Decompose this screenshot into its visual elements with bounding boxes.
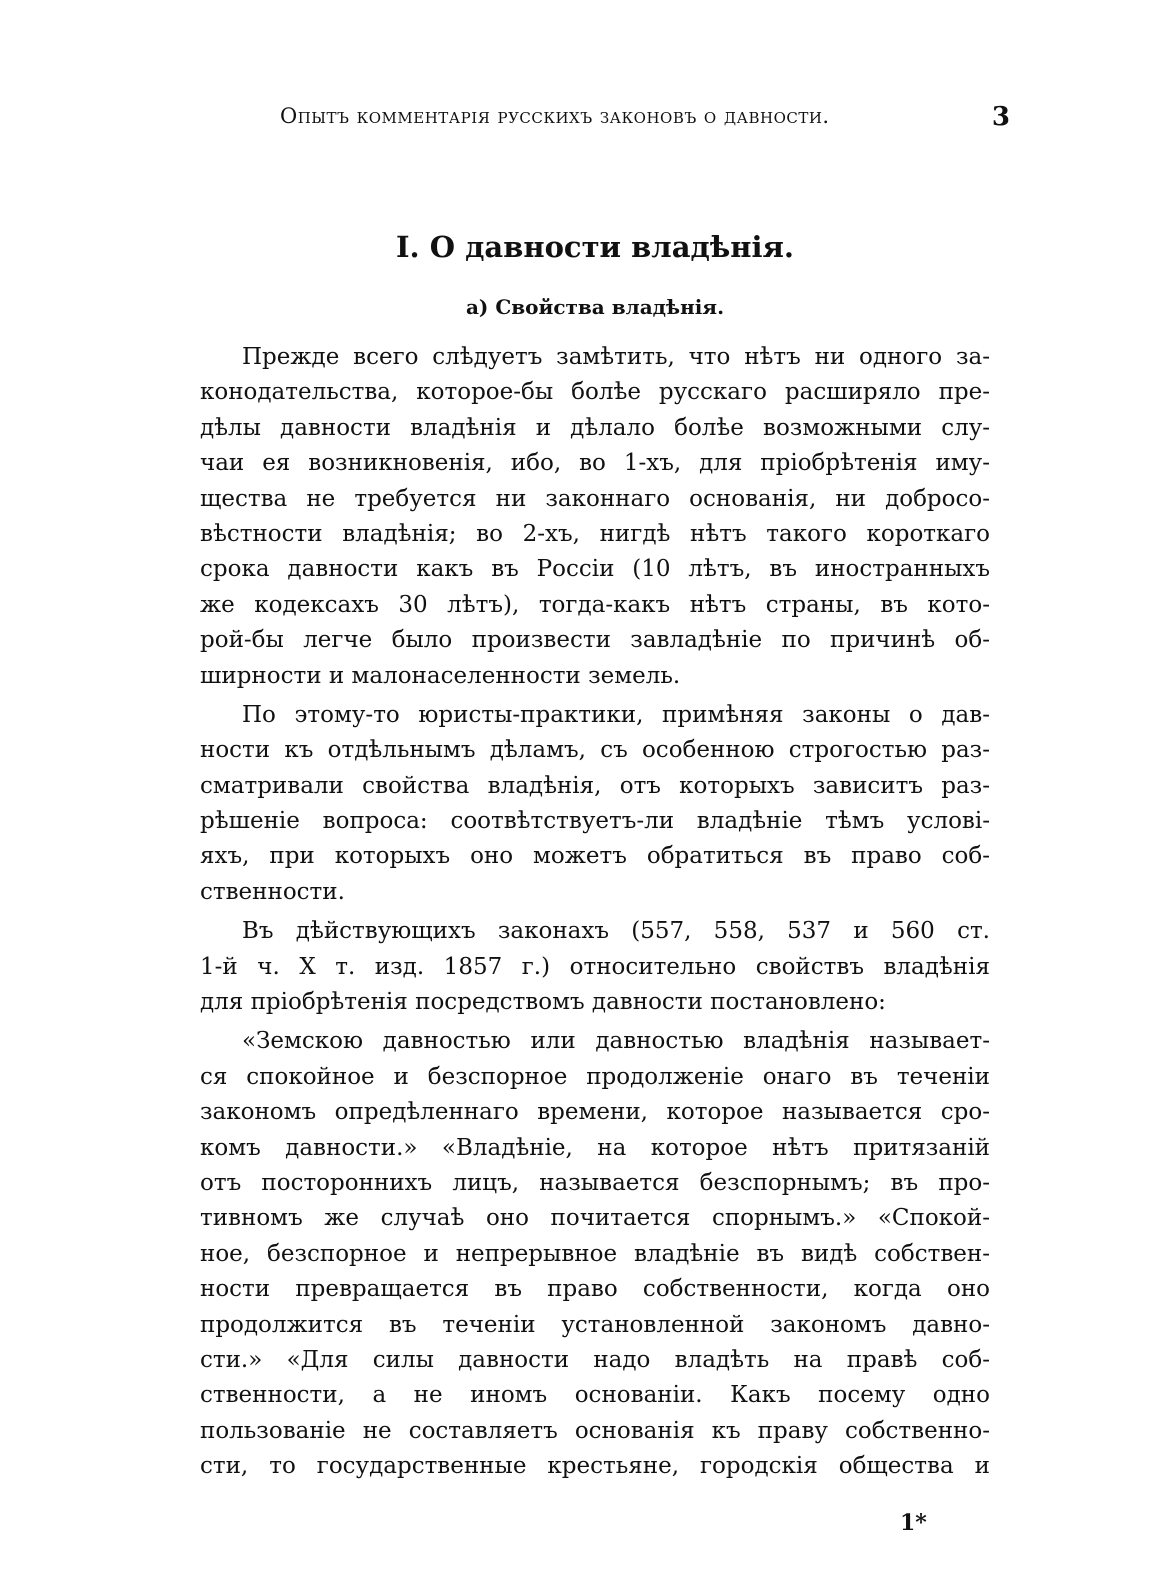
paragraph-1 <box>200 340 990 694</box>
text-line: комъ давности.» «Владѣніе, на которое нѣтъ притязаній <box>200 1134 990 1161</box>
body-text <box>200 340 990 1489</box>
paragraph-2 <box>200 698 990 910</box>
page-number: 3 <box>991 102 1010 132</box>
paragraph-4-quotation <box>200 1024 990 1484</box>
text-line: конодательства, которое-бы болѣе русскаго расширяло пре- <box>200 379 990 406</box>
text-line: Въ дѣйствующихъ законахъ (557, 558, 537 и 560 ст. <box>242 918 990 945</box>
paragraph-3 <box>200 914 990 1020</box>
text-line: закономъ опредѣленнаго времени, которое называется сро- <box>200 1099 990 1126</box>
text-line: срока давности какъ въ Россіи (10 лѣтъ, въ иностранныхъ <box>200 556 990 583</box>
text-line: тивномъ же случаѣ оно почитается спорнымъ.» «Спокой- <box>200 1205 990 1232</box>
text-line: Прежде всего слѣдуетъ замѣтить, что нѣтъ ни одного за- <box>242 344 990 370</box>
text-line: ся спокойное и безспорное продолженіе онаго въ теченіи <box>200 1063 990 1090</box>
text-line: рой-бы легче было произвести завладѣніе по причинѣ об- <box>200 627 990 654</box>
text-line: пользованіе не составляетъ основанія къ праву собственно- <box>200 1417 990 1444</box>
text-line: ширности и малонаселенности земель. <box>200 662 681 689</box>
text-line: «Земскою давностью или давностью владѣнія называет- <box>242 1028 990 1055</box>
text-line: продолжится въ теченіи установленной закономъ давно- <box>200 1311 990 1338</box>
text-line: дѣлы давности владѣнія и дѣлало болѣе возможными слу- <box>200 414 990 441</box>
text-line: ное, безспорное и непрерывное владѣніе въ видѣ собствен- <box>200 1240 990 1267</box>
running-head <box>280 104 1010 136</box>
text-line: чаи ея возникновенія, ибо, во 1-хъ, для пріобрѣтенія иму- <box>200 450 990 477</box>
text-line: сти, то государственные крестьяне, городскія общества и <box>200 1453 990 1480</box>
text-line: для пріобрѣтенія посредствомъ давности постановлено: <box>200 989 886 1016</box>
text-line: же кодексахъ 30 лѣтъ), тогда-какъ нѣтъ страны, въ кото- <box>200 591 990 618</box>
signature-mark: 1* <box>900 1510 927 1536</box>
text-line: По этому-то юристы-практики, примѣняя законы о дав- <box>242 701 990 728</box>
text-line: ности превращается въ право собственности, когда оно <box>200 1276 990 1303</box>
text-line: 1-й ч. X т. изд. 1857 г.) относительно свойствъ владѣнія <box>200 953 990 980</box>
text-line: отъ постороннихъ лицъ, называется безспорнымъ; въ про- <box>200 1169 990 1196</box>
text-line: сти.» «Для силы давности надо владѣть на правѣ соб- <box>200 1346 990 1373</box>
text-line: ственности. <box>200 878 345 905</box>
text-line: щества не требуется ни законнаго основанія, ни добросо- <box>200 485 990 512</box>
text-line: ности къ отдѣльнымъ дѣламъ, съ особенною строгостью раз- <box>200 737 990 764</box>
text-line: ственности, а не иномъ основаніи. Какъ посему одно <box>200 1382 990 1409</box>
subsection-title: а) Свойства владѣнія. <box>465 295 725 319</box>
text-line: сматривали свойства владѣнія, отъ которыхъ зависитъ раз- <box>200 772 990 799</box>
text-line: рѣшеніе вопроса: соотвѣтствуетъ-ли владѣніе тѣмъ услові- <box>200 808 990 835</box>
text-line: вѣстности владѣнія; во 2-хъ, нигдѣ нѣтъ такого короткаго <box>200 520 990 547</box>
running-title: Опытъ комментарія русскихъ законовъ о давности. <box>280 104 830 128</box>
text-line: яхъ, при которыхъ оно можетъ обратиться въ право соб- <box>200 843 990 870</box>
section-title: I. О давности владѣнія. <box>395 230 795 264</box>
